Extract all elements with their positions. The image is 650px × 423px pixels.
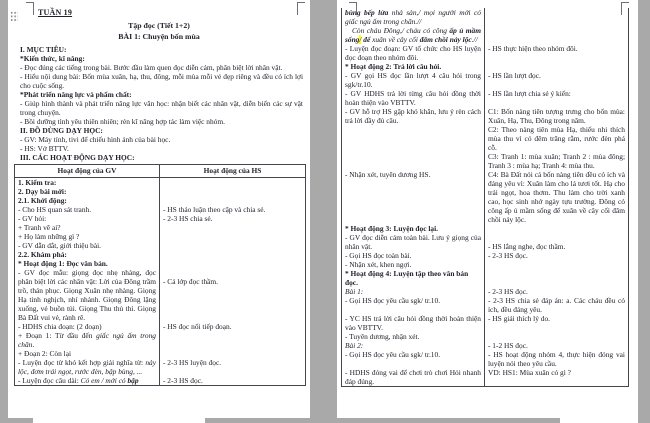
hs-cell bbox=[485, 71, 628, 89]
hs-cell bbox=[485, 233, 628, 251]
gv-cell bbox=[342, 332, 485, 341]
text-run: đâm chồi nảy lộc bbox=[419, 35, 472, 44]
gv-cell bbox=[342, 89, 485, 107]
activities-table-page1 bbox=[14, 164, 306, 386]
gv-cell bbox=[342, 71, 485, 89]
table-header-row bbox=[15, 165, 305, 178]
table-row bbox=[15, 223, 305, 232]
paragraph: - 2-3 HS chia sẻ. bbox=[163, 214, 213, 223]
paragraph: - Cả lớp đọc thầm. bbox=[163, 277, 219, 286]
hs-cell bbox=[485, 89, 628, 107]
text-run: giấc ngủ ấm trong chăn bbox=[18, 331, 156, 349]
table-row bbox=[342, 89, 628, 107]
paragraph: - Đọc đúng các tiếng trong bài. Bước đầu làm quen đọc diễn cảm, phân biệt lời nhân vật. bbox=[20, 63, 283, 72]
paragraph bbox=[18, 358, 156, 376]
paragraph: - 2-3 HS đọc. bbox=[488, 251, 528, 260]
gv-cell bbox=[342, 125, 485, 152]
gv-cell bbox=[342, 260, 485, 269]
text-run: ấp ủ mầm sống bbox=[345, 26, 481, 44]
paragraph: - HDHS chia đoạn: (2 đoạn) bbox=[18, 322, 102, 331]
table-row bbox=[342, 170, 628, 224]
text-run: 2. Dạy bài mới: bbox=[18, 187, 67, 196]
hs-cell bbox=[485, 368, 628, 386]
text-run: / bbox=[359, 35, 362, 44]
paragraph bbox=[20, 45, 303, 54]
gv-cell bbox=[342, 233, 485, 251]
lesson-title bbox=[8, 0, 310, 42]
hs-cell bbox=[160, 259, 305, 268]
gv-cell bbox=[342, 107, 485, 125]
text-run: 2.1. Khởi động: bbox=[18, 196, 67, 205]
text-run: . bbox=[32, 340, 35, 349]
hs-cell bbox=[485, 260, 628, 269]
objectives-section bbox=[20, 45, 303, 162]
table-row bbox=[15, 214, 305, 223]
table-row bbox=[15, 376, 305, 385]
table-row bbox=[342, 8, 628, 26]
gv-cell bbox=[15, 187, 160, 196]
table-row bbox=[15, 232, 305, 241]
gv-cell bbox=[15, 349, 160, 358]
paragraph: - HS giải thích lý do. bbox=[488, 314, 550, 323]
gv-cell bbox=[15, 205, 160, 214]
table-row bbox=[342, 125, 628, 152]
paragraph bbox=[18, 376, 156, 385]
text-run: nhà sàn,/ mọi người mới có giấc ngủ ấm trong chăn.// bbox=[345, 8, 481, 26]
text-run: bập bbox=[127, 376, 139, 385]
table-row bbox=[342, 251, 628, 260]
gv-cell bbox=[15, 178, 160, 187]
hs-cell bbox=[485, 224, 628, 233]
table-row bbox=[15, 358, 305, 376]
paragraph bbox=[18, 196, 156, 205]
paragraph bbox=[18, 187, 156, 196]
gv-cell bbox=[342, 341, 485, 350]
hs-cell bbox=[485, 8, 628, 26]
hs-cell bbox=[485, 26, 628, 44]
text-run: I. MỤC TIÊU: bbox=[20, 45, 67, 54]
hs-cell bbox=[160, 250, 305, 259]
paragraph: - Hiểu nội dung bài: Bốn mùa xuân, hạ, thu, đông, mỗi mùa mỗi vẻ đẹp riêng và đều có ích lợi cho cuộc sống. bbox=[20, 72, 303, 90]
paragraph: - HS lắng nghe, đọc thầm. bbox=[488, 242, 566, 251]
paragraph: - GV đọc diễn cảm toàn bài. Lưu ý giọng của nhân vật. bbox=[345, 233, 481, 251]
paragraph bbox=[18, 178, 156, 187]
paragraph: + Họ làm những gì ? bbox=[18, 232, 80, 241]
paragraph bbox=[345, 224, 481, 233]
table-row bbox=[15, 331, 305, 349]
hs-cell bbox=[485, 287, 628, 296]
lesson-title-line1: Tập đọc (Tiết 1+2) bbox=[128, 21, 190, 30]
hs-cell bbox=[160, 205, 305, 214]
paragraph bbox=[18, 331, 156, 349]
table-row bbox=[342, 224, 628, 233]
text-run: III. CÁC HOẠT ĐỘNG DẠY HỌC: bbox=[20, 153, 135, 162]
paragraph: - HS lần lượt chia sẻ ý kiến: bbox=[488, 89, 571, 98]
gv-cell bbox=[342, 251, 485, 260]
text-run: để bbox=[361, 35, 371, 44]
table-row bbox=[15, 322, 305, 331]
paragraph: - HS thực hiện theo nhóm đôi. bbox=[488, 44, 578, 53]
gv-cell bbox=[15, 232, 160, 241]
table-row bbox=[15, 241, 305, 250]
hs-cell bbox=[160, 268, 305, 322]
hs-cell bbox=[485, 269, 628, 287]
week-label: TUẦN 19 bbox=[38, 8, 73, 17]
next-page-edge bbox=[33, 417, 205, 423]
paragraph: - Nhận xét, tuyên dương HS. bbox=[345, 170, 431, 179]
gv-cell bbox=[342, 62, 485, 71]
paragraph: - 2-3 HS đọc. bbox=[163, 376, 203, 385]
drag-handle-icon[interactable] bbox=[10, 11, 18, 22]
table-row bbox=[15, 259, 305, 268]
hs-cell bbox=[485, 314, 628, 332]
hs-cell bbox=[485, 251, 628, 260]
paragraph: - Cho HS quan sát tranh. bbox=[18, 205, 92, 214]
hs-cell bbox=[160, 331, 305, 349]
gv-cell bbox=[15, 259, 160, 268]
paragraph: - GV dẫn dắt, giới thiệu bài. bbox=[18, 241, 102, 250]
hs-cell bbox=[160, 196, 305, 205]
crop-mark bbox=[349, 2, 357, 15]
hs-cell bbox=[160, 376, 305, 385]
paragraph: - HS đọc nối tiếp đoạn. bbox=[163, 322, 232, 331]
table-row bbox=[342, 314, 628, 332]
hs-cell bbox=[160, 322, 305, 331]
table-body bbox=[15, 178, 305, 385]
paragraph bbox=[20, 153, 303, 162]
gv-cell bbox=[342, 152, 485, 170]
hs-cell bbox=[485, 341, 628, 350]
paragraph bbox=[345, 341, 481, 350]
next-page-edge bbox=[560, 417, 638, 423]
paragraph: - 2-3 HS chia sẻ đáp án: a. Các cháu đều có ích, đều đáng yêu. bbox=[488, 296, 625, 314]
table-row bbox=[342, 269, 628, 287]
text-run: *Phát triển năng lực và phẩm chất: bbox=[20, 90, 132, 99]
gv-cell bbox=[342, 44, 485, 62]
paragraph: - GV: Máy tính, tivi để chiếu hình ảnh của bài học. bbox=[20, 135, 171, 144]
table-row bbox=[342, 44, 628, 62]
crop-mark bbox=[26, 2, 34, 15]
paragraph: - Gọi HS đọc yêu cầu sgk/ tr.10. bbox=[345, 350, 441, 359]
gv-cell bbox=[15, 358, 160, 376]
gv-cell bbox=[15, 196, 160, 205]
hs-cell bbox=[160, 349, 305, 358]
paragraph: C2: Theo nàng tiên mùa Hạ, thiếu nhi thích mùa thu vì có đêm trăng rằm, rước đèn phá cỗ. bbox=[488, 125, 625, 152]
text-run: nảy lộc, đơm trái ngọt, rước đèn, bập bùng, ... bbox=[18, 358, 156, 376]
text-run: Bài 1: bbox=[345, 287, 364, 296]
text-run: bùng bếp lửa bbox=[345, 8, 389, 17]
hs-cell bbox=[160, 178, 305, 187]
hs-cell bbox=[485, 152, 628, 170]
table-row bbox=[342, 296, 628, 314]
paragraph: C3: Tranh 1: mùa xuân; Tranh 2 : mùa đông; Tranh 3 : mùa hạ; Tranh 4: mùa thu. bbox=[488, 152, 625, 170]
paragraph: - 1-2 HS đọc. bbox=[488, 341, 528, 350]
table-row bbox=[342, 368, 628, 386]
hs-cell bbox=[485, 44, 628, 62]
gv-cell bbox=[342, 26, 485, 44]
table-row bbox=[15, 178, 305, 187]
gv-cell bbox=[15, 331, 160, 349]
table-row bbox=[15, 349, 305, 358]
paragraph: - Tuyên dương, nhận xét. bbox=[345, 332, 420, 341]
paragraph bbox=[345, 269, 481, 287]
paragraph: - YC HS trả lời câu hỏi đồng thời hoàn thiện vào VBTTV. bbox=[345, 314, 481, 332]
text-run: * Hoạt động 2: Trả lời câu hỏi. bbox=[345, 62, 442, 71]
paragraph bbox=[345, 8, 481, 26]
table-row bbox=[342, 260, 628, 269]
text-run: Có em / mới có bbox=[80, 376, 128, 385]
table-row bbox=[342, 350, 628, 368]
paragraph: VD: HS1: Mùa xuân có gì ? bbox=[488, 368, 571, 377]
table-row bbox=[342, 152, 628, 170]
gv-cell bbox=[15, 214, 160, 223]
hs-cell bbox=[160, 187, 305, 196]
gv-cell bbox=[15, 250, 160, 259]
gv-cell bbox=[342, 269, 485, 287]
paragraph bbox=[345, 62, 481, 71]
gv-cell bbox=[342, 170, 485, 224]
text-run: II. ĐỒ DÙNG DẠY HỌC: bbox=[20, 126, 103, 135]
hs-cell bbox=[485, 170, 628, 224]
paragraph: - HS thảo luận theo cặp và chia sẻ. bbox=[163, 205, 266, 214]
text-run: * Hoạt động 3: Luyện đọc lại. bbox=[345, 224, 439, 233]
crop-mark bbox=[297, 2, 305, 15]
table-row bbox=[15, 268, 305, 322]
paragraph bbox=[345, 287, 481, 296]
paragraph: - HS: Vở BTTV. bbox=[20, 144, 69, 153]
paragraph: - GV gọi HS đọc lần lượt 4 câu hỏi trong sgk/tr.10. bbox=[345, 71, 481, 89]
hs-cell bbox=[485, 107, 628, 125]
table-row bbox=[342, 332, 628, 341]
paragraph bbox=[18, 259, 156, 268]
paragraph: - Gọi HS đọc toàn bài. bbox=[345, 251, 412, 260]
gv-cell bbox=[342, 287, 485, 296]
gv-cell bbox=[15, 241, 160, 250]
table-row bbox=[342, 26, 628, 44]
hs-cell bbox=[485, 125, 628, 152]
table-row bbox=[342, 287, 628, 296]
table-row bbox=[342, 233, 628, 251]
table-row bbox=[342, 341, 628, 350]
paragraph bbox=[20, 90, 303, 99]
paragraph bbox=[20, 54, 303, 63]
gv-cell bbox=[342, 296, 485, 314]
paragraph: - HS hoạt động nhóm 4, thực hiện đóng vai luyện nói theo yêu cầu. bbox=[488, 350, 625, 368]
hs-cell bbox=[485, 350, 628, 368]
paragraph: - Luyện đọc đoạn: GV tổ chức cho HS luyện đọc đoạn theo nhóm đôi. bbox=[345, 44, 481, 62]
paragraph: - HDHS đóng vai để chơi trò chơi Hỏi nhanh đáp đúng. bbox=[345, 368, 481, 386]
paragraph: - GV hỗ trợ HS gặp khó khăn, lưu ý rèn cách trả lời đầy đủ câu. bbox=[345, 107, 481, 125]
text-run: xuân về cây cối bbox=[370, 35, 420, 44]
gv-cell bbox=[15, 268, 160, 322]
hs-cell bbox=[160, 241, 305, 250]
header-hs-cell: Hoạt động của HS bbox=[160, 165, 305, 178]
paragraph: - 2-3 HS luyện đọc. bbox=[163, 358, 222, 367]
gv-cell bbox=[15, 322, 160, 331]
gv-cell bbox=[15, 223, 160, 232]
text-run: Bài 2: bbox=[345, 341, 364, 350]
text-run: *Kiến thức, kĩ năng: bbox=[20, 54, 85, 63]
text-run: 2.2. Khám phá: bbox=[18, 250, 67, 259]
document-page-1[interactable] bbox=[8, 0, 310, 418]
table-row bbox=[15, 187, 305, 196]
table-row bbox=[15, 196, 305, 205]
gv-cell bbox=[342, 314, 485, 332]
text-run: Còn cháu Đông,/ cháu có công bbox=[352, 26, 450, 35]
text-run: + Đoạn 1: Từ đầu đến bbox=[18, 331, 97, 340]
gv-cell bbox=[342, 224, 485, 233]
text-run: * Hoạt động 4: Luyện tập theo văn bản đọc. bbox=[345, 269, 469, 287]
table-row bbox=[342, 62, 628, 71]
hs-cell bbox=[160, 358, 305, 376]
paragraph: + Đoạn 2: Còn lại bbox=[18, 349, 72, 358]
paragraph: - Gọi HS đọc yêu cầu sgk/ tr.10. bbox=[345, 296, 441, 305]
paragraph bbox=[345, 26, 481, 44]
paragraph: - Bồi dưỡng tình yêu thiên nhiên; rèn kĩ năng hợp tác làm việc nhóm. bbox=[20, 117, 225, 126]
hs-cell bbox=[160, 223, 305, 232]
crop-mark bbox=[621, 2, 629, 15]
hs-cell bbox=[485, 62, 628, 71]
paragraph bbox=[18, 250, 156, 259]
text-run: - Luyện đọc từ khó kết hợp giải nghĩa từ: bbox=[18, 358, 146, 367]
header-gv-cell: Hoạt động của GV bbox=[15, 165, 160, 178]
gv-cell bbox=[342, 368, 485, 386]
paragraph: C1: Bốn nàng tiên tượng trưng cho bốn mùa: Xuân, Hạ, Thu, Đông trong năm. bbox=[488, 107, 625, 125]
activities-table-page2 bbox=[341, 8, 629, 387]
table-row bbox=[15, 250, 305, 259]
table-row bbox=[342, 107, 628, 125]
paragraph bbox=[20, 126, 303, 135]
paragraph: - 2-3 HS đọc. bbox=[488, 287, 528, 296]
hs-cell bbox=[160, 214, 305, 223]
hs-cell bbox=[160, 232, 305, 241]
hs-cell bbox=[485, 296, 628, 314]
table-body bbox=[342, 8, 628, 386]
paragraph: - GV hỏi: bbox=[18, 214, 47, 223]
paragraph: - GV HDHS trả lời từng câu hỏi đồng thời hoàn thiện vào VBTTV. bbox=[345, 89, 481, 107]
text-run: 1. Kiểm tra: bbox=[18, 178, 57, 187]
gv-cell bbox=[342, 350, 485, 368]
table-row bbox=[342, 71, 628, 89]
gv-cell bbox=[15, 376, 160, 385]
text-run: - Luyện đọc câu dài: bbox=[18, 376, 81, 385]
table-row bbox=[15, 205, 305, 214]
paragraph: - GV đọc mẫu: giọng đọc nhẹ nhàng, đọc phân biệt lời các nhân vật: Lời của Đông trầm trồ, thán phục. Giọng Xuân nhẹ nhàng. Giọng Hạ tinh nghịch, nhí nhảnh. Giọng Đông lặng xuống, vẻ buồn tủi. Giọng Thu thủ thỉ. Giọng Bà Đất vui vẻ, rành rẽ. bbox=[18, 268, 156, 322]
paragraph: - Nhận xét, khen ngợi. bbox=[345, 260, 412, 269]
hs-cell bbox=[485, 332, 628, 341]
document-page-2[interactable] bbox=[337, 0, 638, 418]
paragraph: + Tranh vẽ ai? bbox=[18, 223, 61, 232]
paragraph: C4: Bà Đất nói cả bốn nàng tiên đều có ích và đáng yêu vì: Xuân làm cho lá tươi tốt. Hạ cho trái ngọt, hoa thơm. Thu làm cho trời xanh cao, học sinh nhớ ngày tựu trường. Đông có công ấp ủ mầm sống để xuân về cây cối đâm chồi nảy lộc. bbox=[488, 170, 625, 224]
gv-cell bbox=[342, 8, 485, 26]
lesson-title-line2: BÀI 1: Chuyện bốn mùa bbox=[118, 31, 200, 41]
paragraph: - Giúp hình thành và phát triển năng lực văn học: nhận biết các nhân vật, diễn biến các sự vật trong chuyện. bbox=[20, 99, 303, 117]
paragraph: - HS lần lượt đọc. bbox=[488, 71, 541, 80]
text-run: * Hoạt động 1: Đọc văn bản. bbox=[18, 259, 108, 268]
text-run: .// bbox=[471, 35, 478, 44]
